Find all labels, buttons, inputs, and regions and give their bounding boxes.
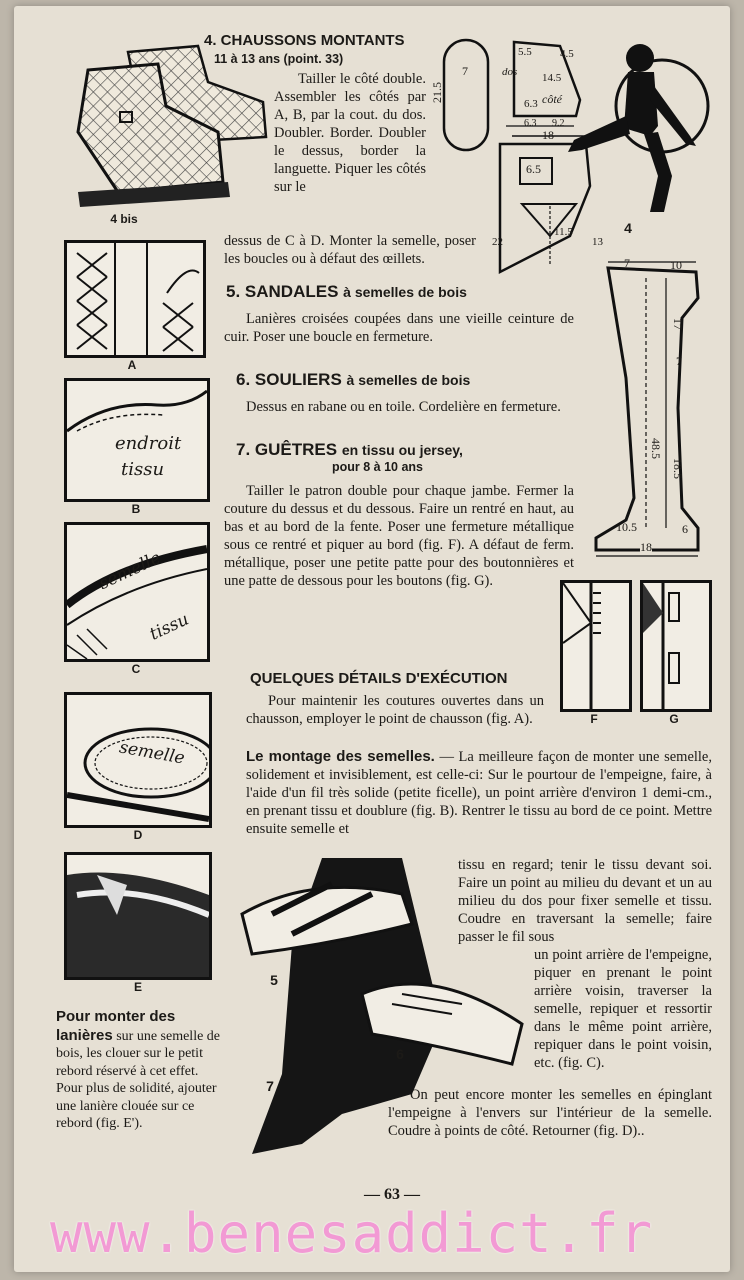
figure-c-label: C — [131, 662, 141, 676]
figure-g-label: G — [669, 712, 679, 726]
figure-g — [640, 580, 712, 712]
pattern4-dim-6.3b: 6.3 — [524, 118, 537, 129]
figure-4bis-boots — [58, 42, 268, 212]
figure-a-label: A — [127, 358, 137, 372]
pattern4-dim-6.5: 6.5 — [526, 162, 541, 176]
details-text: Pour maintenir les coutures ouvertes dans un chausson, employer le point de chausson (fig. A). — [246, 693, 544, 727]
section-5-title — [226, 282, 467, 302]
pattern4-dim-22: 22 — [492, 236, 503, 248]
pattern4-label-dos: dos — [502, 66, 518, 78]
pattern4-dim-7: 7 — [462, 64, 468, 78]
pattern4-dim-9.2: 9.2 — [552, 118, 565, 129]
figure-f — [560, 580, 632, 712]
montage-title: Le montage des semelles. — [246, 748, 435, 765]
figure-d-label: D — [133, 828, 143, 842]
pattern7-dim-10: 10 — [670, 258, 682, 272]
section-7-text: Tailler le patron double pour chaque jambe. Fermer la couture du dessus et du dessous. Faire un rentré en haut, au bas et au bord de la fente. Poser une fermeture métallique sous ce rentré et piquer au bord (fig. F). A défaut de ferm. métallique, poser une petite patte pour des boutonnières et une patte de dessous pour les boutons (fig. G). — [224, 483, 574, 589]
page-number: — 63 — — [364, 1186, 420, 1203]
figure-7-label: 7 — [266, 1078, 274, 1094]
pattern4-dim-11.5: 11.5 — [554, 226, 573, 238]
section-5-title-sub: à semelles de bois — [343, 284, 467, 300]
lanieres-title: Pour monter des lanières — [56, 1008, 176, 1044]
figure-f-label: F — [590, 712, 598, 726]
pattern7-dim-10.5: 10.5 — [616, 520, 637, 534]
section-7-title — [236, 440, 463, 460]
section-7-subtitle: pour 8 à 10 ans — [332, 460, 424, 474]
figure-c-text-tissu: tissu — [146, 609, 192, 645]
section-6-title — [236, 370, 470, 390]
pattern7-dim-7: 7 — [624, 256, 630, 270]
figure-b-text-tissu: tissu — [121, 459, 165, 480]
montage-text-a: — La meilleure façon de monter une semelle, solidement et invisiblement, est celle-ci: Sur le pourtour de l'empeigne, faire, à l'aide d'un fil très solide (petite ficelle), un point arrière d'environ 1 demi-cm., en prenant tissu et doublure (fig. B). Rentrer le tissu au bord de ce point. Mettre ensuite semelle et — [246, 749, 712, 837]
figure-4bis-label: 4 bis — [110, 212, 138, 226]
section-4-text-a: Tailler le côté double. Assembler les côtés par A, B, par la cout. du dos. Doubler. Border. Doubler le dessus, border la languette. Piquer les côtés sur le — [274, 71, 426, 195]
figure-d — [64, 692, 212, 828]
figure-c-text-semelle: semelle — [95, 548, 165, 594]
section-7-title-sub: en tissu ou jersey, — [341, 442, 463, 458]
pattern4-dim-21.5: 21.5 — [430, 82, 444, 103]
pattern7-dim-7b: 7 — [676, 354, 682, 368]
lanieres-paragraph — [56, 1008, 228, 1133]
pattern7-dim-17: 17 — [671, 318, 685, 330]
section-5-text: Lanières croisées coupées dans une vieille ceinture de cuir. Poser une boucle en fermeture. — [224, 311, 574, 345]
figure-7-pattern — [586, 258, 722, 558]
figure-6-label: 6 — [396, 1046, 404, 1062]
figure-4-label: 4 — [624, 220, 632, 236]
figure-4-child — [554, 36, 714, 226]
pattern7-dim-18.5: 18.5 — [671, 458, 685, 479]
montage-text-b: tissu en regard; tenir le tissu devant soi. Faire un point au milieu du devant et un au milieu du dos pour fixer semelle et tissu. Coudre en traversant la semelle; faire passer le fil sous — [458, 857, 712, 945]
pattern7-dim-6: 6 — [682, 522, 688, 536]
figure-b-label: B — [131, 502, 141, 516]
figure-b — [64, 378, 210, 502]
figure-b-text-endroit: endroit — [115, 433, 182, 454]
details-title: QUELQUES DÉTAILS D'EXÉCUTION — [250, 670, 508, 687]
section-6-title-main: 6. SOULIERS — [236, 370, 342, 389]
figure-5-6-7-shoes — [232, 854, 532, 1174]
section-4-title: 4. CHAUSSONS MONTANTS — [204, 32, 405, 49]
lanieres-text: sur une semelle de bois, les clouer sur le petit rebord réservé à cet effet. Pour plus de solidité, ajouter une lanière clouée sur ce rebord (fig. E'). — [56, 1028, 221, 1131]
figure-d-text-semelle: semelle — [117, 737, 187, 769]
pattern4-dim-4.5: 4.5 — [560, 48, 574, 60]
pattern7-dim-18: 18 — [640, 540, 652, 554]
figure-e — [64, 852, 212, 980]
pattern4-dim-13: 13 — [592, 236, 603, 248]
pattern4-label-cote: côté — [542, 92, 562, 106]
section-5-title-main: 5. SANDALES — [226, 282, 339, 301]
montage-text-d: On peut encore monter les semelles en épinglant l'empeigne à l'envers sur l'intérieur de la semelle. Coudre à points de côté. Retourner (fig. D).. — [388, 1087, 712, 1139]
section-7-title-main: 7. GUÊTRES — [236, 440, 338, 459]
section-6-title-sub: à semelles de bois — [346, 372, 471, 388]
pattern4-dim-14.5: 14.5 — [542, 72, 562, 84]
watermark: www.benesaddict.fr — [50, 1202, 654, 1265]
figure-c — [64, 522, 210, 662]
section-6-text: Dessus en rabane ou en toile. Cordelière en fermeture. — [246, 399, 561, 415]
section-4-subtitle: 11 à 13 ans (point. 33) — [214, 52, 344, 66]
pattern7-dim-48.5: 48.5 — [649, 438, 663, 459]
pattern4-dim-18: 18 — [542, 128, 554, 142]
pattern4-dim-6.3a: 6.3 — [524, 98, 538, 110]
figure-a — [64, 240, 206, 358]
section-4-text-b: dessus de C à D. Monter la semelle, poser les boucles ou à défaut des œillets. — [224, 233, 476, 267]
montage-text-c: un point arrière de l'empeigne, piquer en prenant le point arrière voisin, traverser la semelle, repiquer et ressortir dans le même point arrière, repiquer dans le point voisin, etc. (fig. C). — [534, 947, 712, 1071]
book-page — [14, 6, 730, 1272]
montage-paragraph — [246, 748, 712, 838]
figure-5-label: 5 — [270, 972, 278, 988]
figure-e-label: E — [133, 980, 142, 994]
pattern4-dim-5.5: 5.5 — [518, 46, 532, 58]
